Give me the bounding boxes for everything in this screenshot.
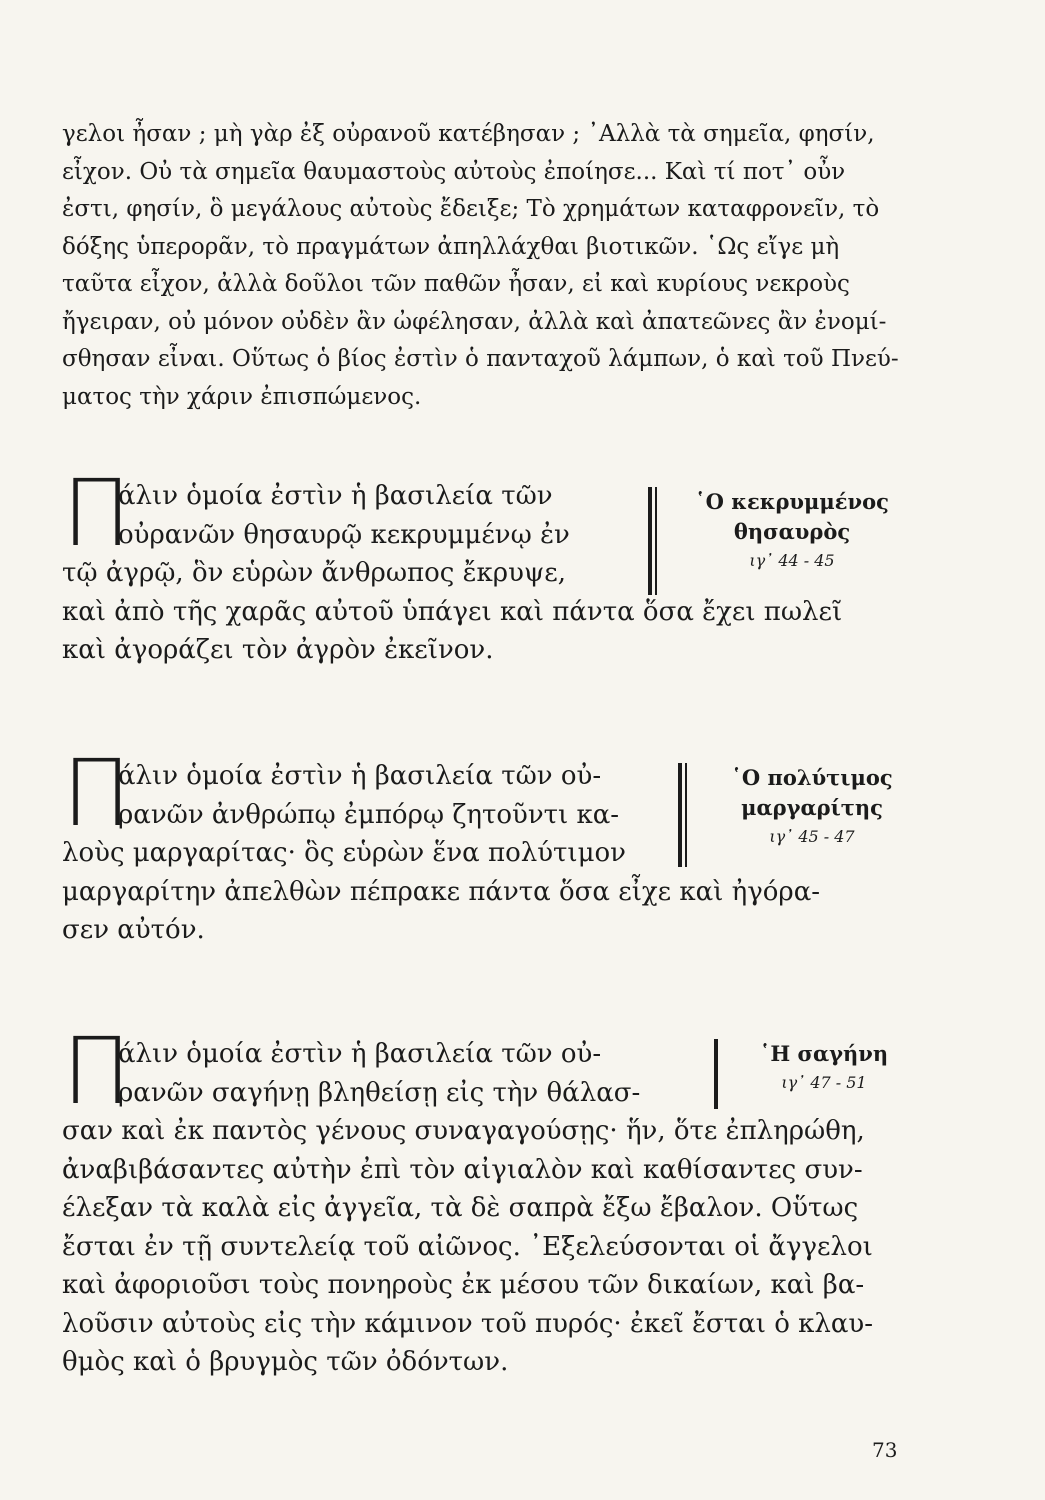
verse-reference: ιγ᾽ 44 - 45: [749, 551, 835, 570]
text-line: εἶχον. Οὐ τὰ σημεῖα θαυμαστοὺς αὐτοὺς ἐποίησε... Καὶ τί ποτ᾽ οὖν: [62, 158, 846, 185]
parable-hidden-treasure: [62, 460, 912, 687]
text-line: ἐστι, φησίν, ὃ μεγάλους αὐτοὺς ἔδειξε; Τὸ χρημάτων καταφρονεῖν, τὸ: [62, 196, 880, 222]
text-line: θμὸς καὶ ὁ βρυγμὸς τῶν ὀδόντων.: [62, 1347, 509, 1377]
text-line: καὶ ἀγοράζει τὸν ἀγρὸν ἐκεῖνον.: [62, 635, 494, 665]
text-line: άλιν ὁμοία ἐστὶν ἡ βασιλεία τῶν: [118, 481, 553, 511]
text-line: λοὺς μαργαρίτας· ὃς εὑρὼν ἕνα πολύτιμον: [62, 838, 626, 868]
text-line: άλιν ὁμοία ἐστὶν ἡ βασιλεία τῶν οὐ-: [118, 1039, 602, 1069]
text-line: ματος τὴν χάριν ἐπισπώμενος.: [62, 383, 422, 410]
margin-rule: [648, 487, 652, 595]
side-heading: [702, 763, 922, 851]
text-line: ταῦτα εἶχον, ἀλλὰ δοῦλοι τῶν παθῶν ἦσαν, εἰ καὶ κυρίους νεκροὺς: [62, 271, 850, 297]
text-line: καὶ ἀπὸ τῆς χαρᾶς αὐτοῦ ὑπάγει καὶ πάντα ὅσα ἔχει πωλεῖ: [62, 596, 843, 627]
verse-reference: ιγ᾽ 45 - 47: [769, 827, 855, 846]
text-line: τῷ ἀγρῷ, ὃν εὑρὼν ἄνθρωπος ἔκρυψε,: [62, 558, 567, 588]
margin-rule: [655, 487, 657, 595]
side-title: ῾Η σαγήνη: [759, 1041, 889, 1066]
text-line: ρανῶν σαγήνῃ βληθείσῃ εἰς τὴν θάλασ-: [118, 1077, 641, 1108]
side-title: θησαυρὸς: [733, 519, 851, 544]
text-line: σθησαν εἶναι. Οὕτως ὁ βίος ἐστὶν ὁ πανταχοῦ λάμπων, ὁ καὶ τοῦ Πνεύ-: [62, 346, 899, 372]
text-line: ἔσται ἐν τῇ συντελείᾳ τοῦ αἰῶνος. ᾽Εξελεύσονται οἱ ἄγγελοι: [62, 1231, 873, 1262]
text-line: λοῦσιν αὐτοὺς εἰς τὴν κάμινον τοῦ πυρός· ἐκεῖ ἔσται ὁ κλαυ-: [62, 1308, 873, 1339]
text-line: δόξης ὑπερορᾶν, τὸ πραγμάτων ἀπηλλάχθαι βιοτικῶν. ῾Ως εἴγε μὴ: [62, 233, 840, 260]
text-line: οὐρανῶν θησαυρῷ κεκρυμμένῳ ἐν: [118, 519, 570, 550]
drop-cap: Π: [62, 1018, 132, 1125]
text-line: ἀναβιβάσαντες αὐτὴν ἐπὶ τὸν αἰγιαλὸν καὶ καθίσαντες συν-: [62, 1154, 863, 1185]
text-line: σεν αὐτόν.: [62, 915, 205, 945]
text-line: άλιν ὁμοία ἐστὶν ἡ βασιλεία τῶν οὐ-: [118, 761, 602, 791]
side-title: μαργαρίτης: [741, 795, 883, 820]
side-title: ῾Ο κεκρυμμένος: [695, 489, 889, 514]
intro-paragraph: [62, 116, 912, 416]
drop-cap: Π: [62, 740, 132, 847]
side-title: ῾Ο πολύτιμος: [731, 765, 893, 790]
drop-cap: Π: [62, 460, 132, 567]
text-line: σαν καὶ ἐκ παντὸς γένους συναγαγούσῃς· ἥν, ὅτε ἐπληρώθη,: [62, 1116, 865, 1146]
text-line: έλεξαν τὰ καλὰ εἰς ἀγγεῖα, τὰ δὲ σαπρὰ ἔξω ἔβαλον. Οὕτως: [62, 1193, 859, 1223]
text-line: γελοι ἦσαν ; μὴ γὰρ ἐξ οὐρανοῦ κατέβησαν ; ᾽Αλλὰ τὰ σημεῖα, φησίν,: [62, 121, 875, 147]
margin-rule: [714, 1039, 718, 1109]
text-line: ρανῶν ἀνθρώπῳ ἐμπόρῳ ζητοῦντι κα-: [118, 799, 620, 830]
parable-dragnet: [62, 1018, 912, 1395]
side-heading: [674, 487, 910, 575]
parable-precious-pearl: [62, 740, 912, 957]
page-number: 73: [872, 1438, 898, 1462]
verse-reference: ιγ᾽ 47 - 51: [781, 1073, 867, 1092]
text-line: ἤγειραν, οὐ μόνον οὐδὲν ἂν ὠφέλησαν, ἀλλὰ καὶ ἀπατεῶνες ἂν ἐνομί-: [62, 308, 887, 335]
side-heading: [734, 1039, 914, 1097]
text-line: μαργαρίτην ἀπελθὼν πέπρακε πάντα ὅσα εἶχε καὶ ἠγόρα-: [62, 876, 821, 907]
text-line: καὶ ἀφοριοῦσι τοὺς πονηροὺς ἐκ μέσου τῶν δικαίων, καὶ βα-: [62, 1270, 865, 1300]
margin-rule: [678, 763, 682, 867]
margin-rule: [685, 763, 687, 867]
